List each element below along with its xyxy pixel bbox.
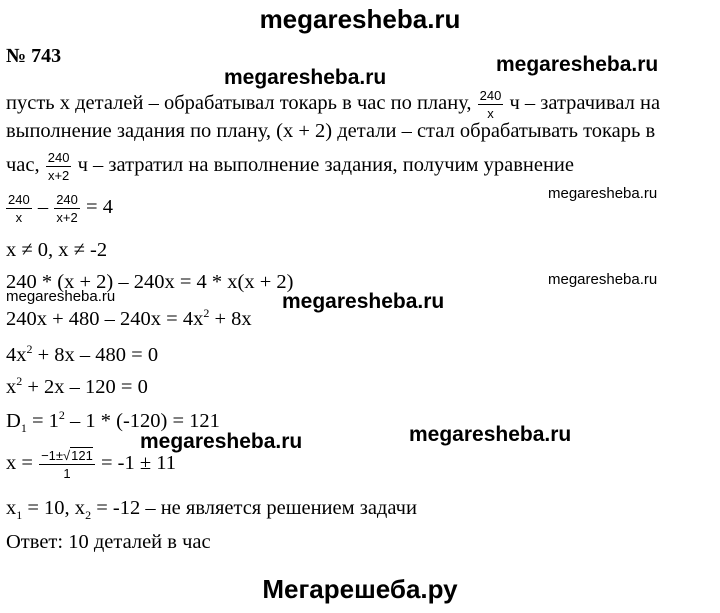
text-line — [6, 88, 660, 121]
watermark: megaresheba.ru — [496, 53, 659, 76]
watermark: megaresheba.ru — [224, 66, 387, 89]
site-header: megaresheba.ru — [259, 4, 461, 34]
text-segment: + 2x – 120 = 0 — [22, 376, 148, 398]
subscript: 1 — [16, 508, 23, 523]
equation-line: 240 * (x + 2) – 240x = 4 * x(x + 2) — [6, 271, 294, 293]
text-segment: + 8x – 480 = 0 — [32, 344, 159, 366]
subscript: 1 — [20, 421, 27, 436]
site-footer: Мегарешеба.ру — [262, 574, 458, 604]
equation-line — [6, 375, 148, 399]
equation-line — [6, 408, 220, 436]
watermark: megaresheba.ru — [409, 423, 572, 446]
fraction-denominator: x+2 — [47, 168, 70, 183]
fraction-denominator: 1 — [63, 466, 71, 481]
fraction-denominator: x — [15, 210, 23, 225]
fraction-denominator: x+2 — [56, 210, 78, 225]
equation-line — [6, 496, 417, 523]
watermark: megaresheba.ru — [140, 430, 303, 453]
fraction-numerator: 240 — [479, 88, 502, 103]
fraction — [54, 192, 80, 225]
text-segment: = -1 ± 11 — [101, 452, 177, 475]
problem-number: № 743 — [6, 45, 62, 67]
watermark: megaresheba.ru — [548, 271, 658, 288]
fraction-denominator: x — [487, 106, 494, 121]
fraction — [478, 88, 504, 121]
equation-line — [6, 343, 158, 367]
subscript: 2 — [85, 508, 92, 523]
fraction-numerator: 240 — [56, 192, 78, 207]
text-segment: 4x — [6, 344, 27, 366]
text-segment: = -12 – не является решением задачи — [91, 497, 417, 519]
exponent: 2 — [203, 306, 210, 321]
text-segment: x — [6, 376, 17, 398]
exponent: 2 — [58, 408, 65, 423]
equation-line — [6, 192, 113, 225]
fraction-numerator: 240 — [47, 150, 70, 165]
text-segment: пусть x деталей – обрабатывал токарь в час по плану, — [6, 92, 472, 115]
text-segment: x = — [6, 452, 33, 475]
equation-rhs: = 4 — [86, 196, 113, 219]
text-line: выполнение задания по плану, (x + 2) детали – стал обрабатывать токарь в — [6, 120, 656, 142]
text-segment: ч – затрачивал на — [509, 92, 661, 115]
text-segment: час, — [6, 154, 40, 177]
fraction-numerator: 240 — [8, 192, 30, 207]
text-segment: x — [6, 497, 17, 519]
text-segment: – 1 * (-120) = 121 — [64, 410, 220, 432]
watermark: megaresheba.ru — [282, 290, 445, 313]
equation-line: x ≠ 0, x ≠ -2 — [6, 239, 108, 261]
fraction-numerator — [39, 448, 95, 465]
exponent: 2 — [16, 374, 23, 389]
fraction — [39, 448, 95, 481]
watermark: megaresheba.ru — [548, 185, 658, 202]
text-segment: ч – затратил на выполнение задания, получим уравнение — [77, 154, 574, 177]
text-segment: + 8x — [209, 308, 252, 330]
watermark: megaresheba.ru — [6, 288, 116, 305]
text-line — [6, 150, 574, 183]
minus-sign: – — [37, 196, 49, 219]
text-segment: D — [6, 410, 21, 432]
text-segment: −1± — [41, 448, 64, 463]
equation-line — [6, 448, 176, 481]
fraction — [6, 192, 32, 225]
radicand: 121 — [71, 448, 93, 463]
exponent: 2 — [26, 342, 33, 357]
equation-line — [6, 307, 252, 331]
fraction — [46, 150, 72, 183]
text-segment: = 10, x — [22, 497, 86, 519]
text-segment: = 1 — [26, 410, 59, 432]
answer-line: Ответ: 10 деталей в час — [6, 531, 211, 553]
sqrt-icon: √ — [63, 448, 71, 463]
text-segment: 240x + 480 – 240x = 4x — [6, 308, 204, 330]
